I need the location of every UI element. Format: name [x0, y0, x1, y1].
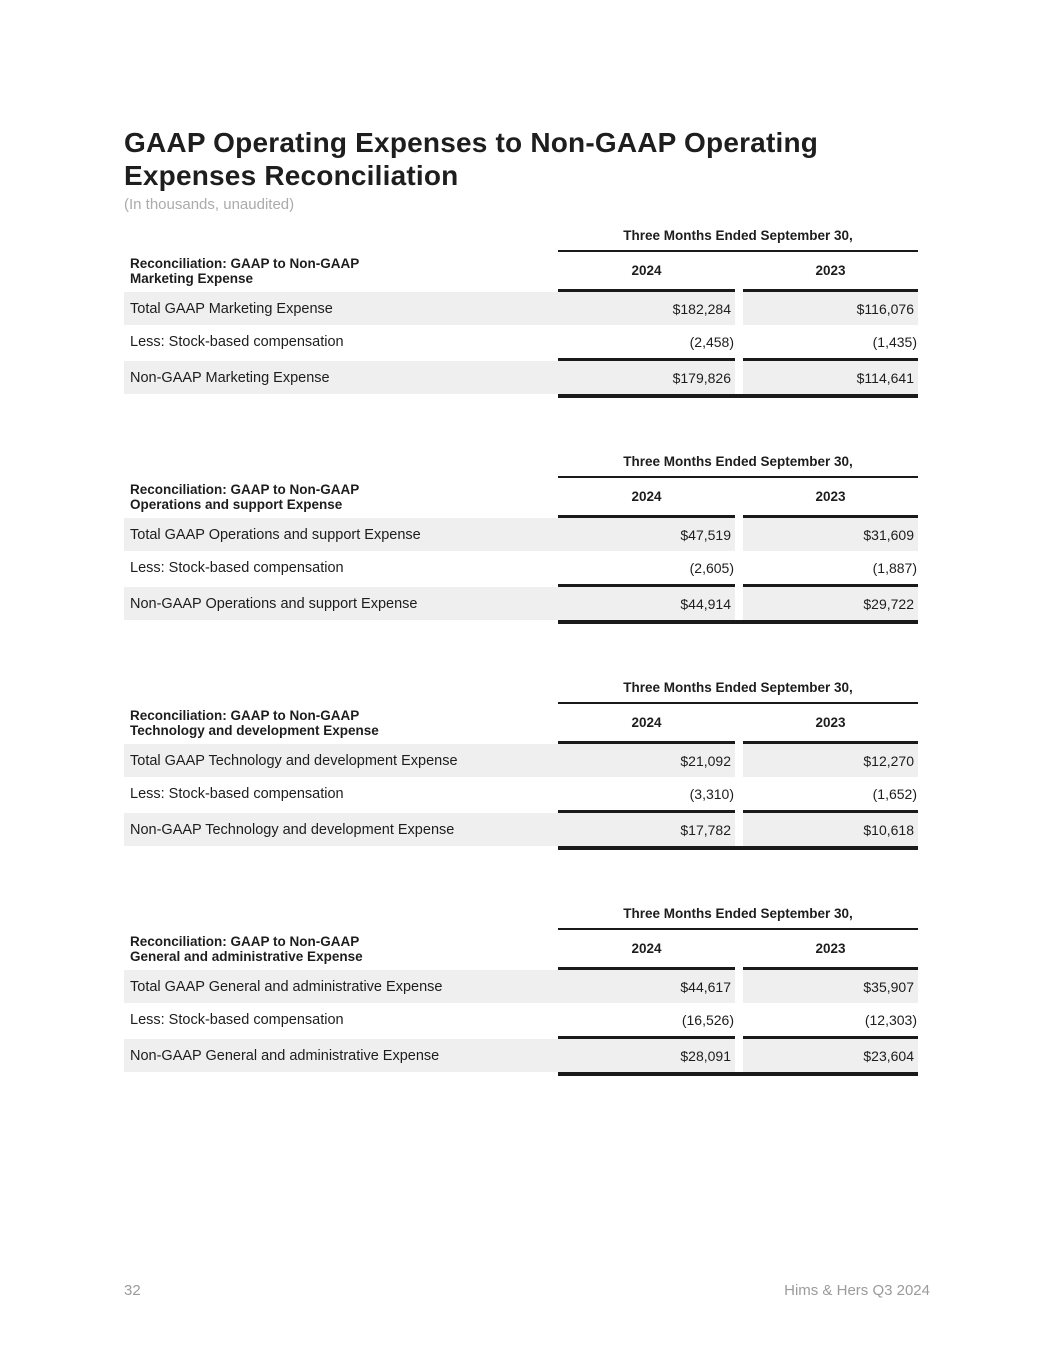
year-column-header-2024: 2024 [631, 263, 662, 278]
cell-value-2024: $44,914 [558, 587, 735, 620]
page-footer [124, 1282, 930, 1299]
row-header-line2: General and administrative Expense [130, 948, 363, 964]
row-header-line2: Operations and support Expense [130, 496, 343, 512]
column-gutter [735, 1003, 743, 1036]
column-gutter [735, 325, 743, 358]
cell-value-2024: $44,617 [558, 970, 735, 1003]
cell-value-2024: (16,526) [681, 1011, 734, 1028]
page-number: 32 [124, 1282, 141, 1299]
column-gutter [735, 777, 743, 810]
cell-value-2024: (2,458) [689, 333, 734, 350]
period-header: Three Months Ended September 30, [623, 228, 853, 243]
page-subtitle: (In thousands, unaudited) [124, 196, 295, 213]
period-header: Three Months Ended September 30, [623, 680, 853, 695]
cell-value-2024: $47,519 [558, 518, 735, 551]
cell-value-2024: $21,092 [558, 744, 735, 777]
column-gutter [735, 361, 743, 394]
table-header-row [124, 252, 918, 289]
column-gutter [735, 970, 743, 1003]
column-gutter [735, 1039, 743, 1072]
row-header-line2: Technology and development Expense [130, 722, 379, 738]
table-operations-support-expense [124, 453, 918, 624]
column-gutter [735, 587, 743, 620]
rule-table-bottom [558, 846, 918, 850]
cell-value-2023: $23,604 [743, 1039, 918, 1072]
year-column-header-2024: 2024 [631, 715, 662, 730]
table-general-administrative-expense [124, 905, 918, 1076]
row-header-line2: Marketing Expense [130, 270, 254, 286]
table-technology-development-expense [124, 679, 918, 850]
table-row-total [124, 813, 918, 846]
rule-table-bottom [558, 394, 918, 398]
table-row [124, 325, 918, 358]
table-row [124, 292, 918, 325]
cell-value-2023: $10,618 [743, 813, 918, 846]
rule-table-bottom [558, 620, 918, 624]
table-header-row [124, 704, 918, 741]
row-label: Less: Stock-based compensation [130, 1011, 344, 1028]
row-label: Total GAAP General and administrative Expense [124, 970, 558, 1003]
table-row-header [124, 934, 558, 964]
cell-value-2023: $12,270 [743, 744, 918, 777]
table-marketing-expense [124, 227, 918, 398]
row-label: Total GAAP Operations and support Expense [124, 518, 558, 551]
cell-value-2023: $35,907 [743, 970, 918, 1003]
row-label: Less: Stock-based compensation [130, 333, 344, 350]
table-row-total [124, 587, 918, 620]
table-row [124, 551, 918, 584]
year-column-header-2023: 2023 [815, 941, 846, 956]
cell-value-2024: $28,091 [558, 1039, 735, 1072]
cell-value-2024: (3,310) [689, 785, 734, 802]
table-row-total [124, 361, 918, 394]
cell-value-2023: (1,652) [872, 785, 917, 802]
column-gutter [735, 744, 743, 777]
cell-value-2023: $114,641 [743, 361, 918, 394]
cell-value-2024: $17,782 [558, 813, 735, 846]
year-column-header-2024: 2024 [631, 941, 662, 956]
row-label: Non-GAAP General and administrative Expense [124, 1039, 558, 1072]
row-header-line1: Reconciliation: GAAP to Non-GAAP [130, 255, 360, 271]
cell-value-2023: $29,722 [743, 587, 918, 620]
period-header: Three Months Ended September 30, [623, 906, 853, 921]
cell-value-2023: (1,887) [872, 559, 917, 576]
cell-value-2024: (2,605) [689, 559, 734, 576]
cell-value-2023: $31,609 [743, 518, 918, 551]
period-header: Three Months Ended September 30, [623, 454, 853, 469]
cell-value-2023: $116,076 [743, 292, 918, 325]
cell-value-2024: $179,826 [558, 361, 735, 394]
column-gutter [735, 813, 743, 846]
rule-table-bottom [558, 1072, 918, 1076]
table-row [124, 744, 918, 777]
row-label: Non-GAAP Operations and support Expense [124, 587, 558, 620]
row-label: Non-GAAP Marketing Expense [124, 361, 558, 394]
row-header-line1: Reconciliation: GAAP to Non-GAAP [130, 707, 360, 723]
table-row [124, 1003, 918, 1036]
report-label: Hims & Hers Q3 2024 [784, 1282, 930, 1299]
cell-value-2023: (1,435) [872, 333, 917, 350]
row-label: Non-GAAP Technology and development Expense [124, 813, 558, 846]
row-label: Total GAAP Technology and development Expense [124, 744, 558, 777]
table-row-header [124, 482, 558, 512]
year-column-header-2024: 2024 [631, 489, 662, 504]
page-title: GAAP Operating Expenses to Non-GAAP Operating Expenses Reconciliation [124, 127, 819, 191]
column-gutter [735, 292, 743, 325]
table-row-total [124, 1039, 918, 1072]
row-label: Less: Stock-based compensation [130, 559, 344, 576]
cell-value-2024: $182,284 [558, 292, 735, 325]
table-header-row [124, 930, 918, 967]
table-row [124, 518, 918, 551]
table-row [124, 777, 918, 810]
row-header-line1: Reconciliation: GAAP to Non-GAAP [130, 933, 360, 949]
row-label: Total GAAP Marketing Expense [124, 292, 558, 325]
table-row [124, 970, 918, 1003]
row-label: Less: Stock-based compensation [130, 785, 344, 802]
cell-value-2023: (12,303) [864, 1011, 917, 1028]
column-gutter [735, 518, 743, 551]
year-column-header-2023: 2023 [815, 715, 846, 730]
column-gutter [735, 551, 743, 584]
table-row-header [124, 256, 558, 286]
table-row-header [124, 708, 558, 738]
year-column-header-2023: 2023 [815, 263, 846, 278]
year-column-header-2023: 2023 [815, 489, 846, 504]
row-header-line1: Reconciliation: GAAP to Non-GAAP [130, 481, 360, 497]
table-header-row [124, 478, 918, 515]
